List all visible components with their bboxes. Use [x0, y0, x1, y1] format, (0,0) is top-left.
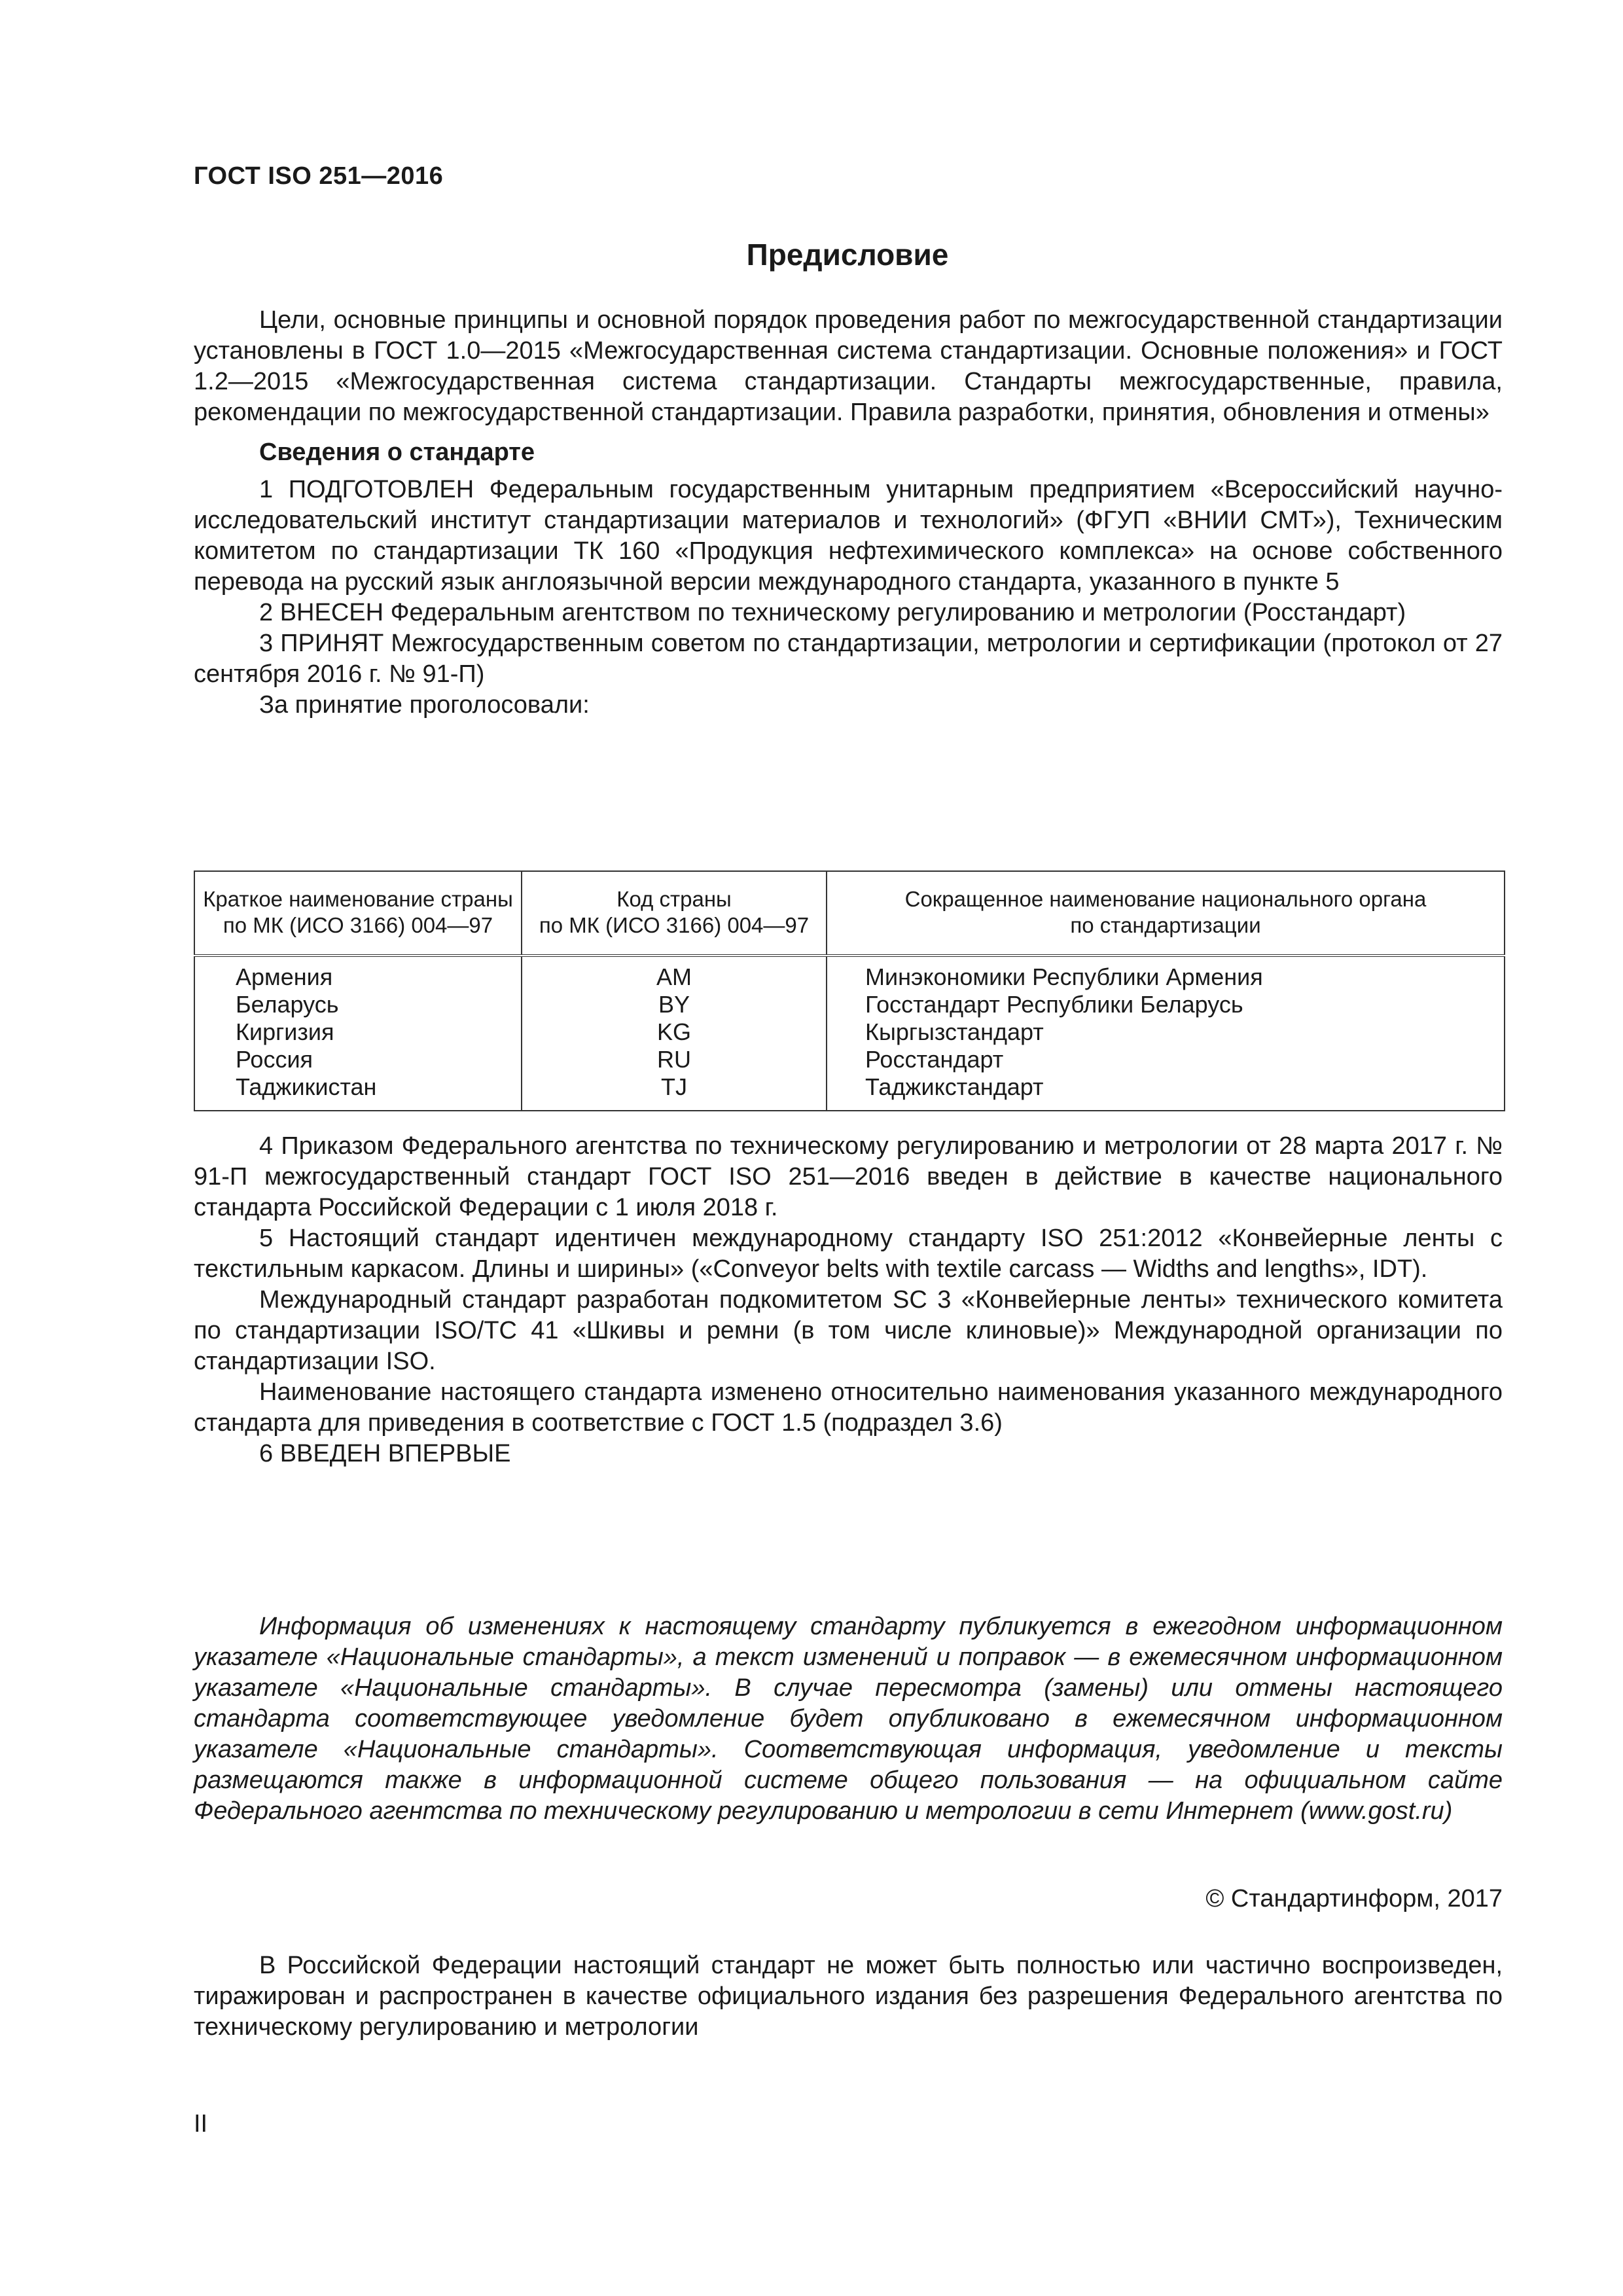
country-cell: Армения: [194, 956, 522, 991]
country-cell: Беларусь: [194, 991, 522, 1018]
intro-paragraph: Цели, основные принципы и основной порядок проведения работ по межгосударственной стандартизации установлены в ГОСТ 1.0—2015 «Межгосударственная система стандартизации. Основные положения» и ГОСТ 1.2—2015 «Межгосударственная система стандартизации. Стандарты межгосударственные, правила, рекомендации по межгосударственной стандартизации. Правила разработки, принятия, обновления и отмены»: [194, 306, 1503, 426]
item-2: 2 ВНЕСЕН Федеральным агентством по техническому регулированию и метрологии (Росстандарт): [259, 599, 1406, 626]
page-number: II: [194, 2110, 208, 2138]
foreword-body: [194, 305, 1503, 721]
item-6: 6 ВВЕДЕН ВПЕРВЫЕ: [259, 1440, 511, 1467]
body-cell: Таджикстандарт: [827, 1073, 1505, 1111]
code-cell: TJ: [522, 1073, 827, 1111]
code-cell: RU: [522, 1046, 827, 1073]
country-cell: Таджикистан: [194, 1073, 522, 1111]
info-heading: Сведения о стандарте: [259, 439, 535, 466]
amendments-notice: Информация об изменениях к настоящему стандарту публикуется в ежегодном информационном указателе «Национальные стандарты», а текст изменений и поправок — в ежемесячном информационном указателе «Национальные стандарты». В случае пересмотра (замены) или отмены настоящего стандарта соответствующее уведомление будет опубликовано в ежемесячном информационном указателе «Национальные стандарты». Соответствующая информация, уведомление и тексты размещаются также в информационной системе общего пользования — на официальном сайте Федерального агентства по техническому регулированию и метрологии в сети Интернет (www.gost.ru): [194, 1613, 1503, 1825]
body-cell: Кыргызстандарт: [827, 1018, 1505, 1046]
code-cell: BY: [522, 991, 827, 1018]
code-cell: AM: [522, 956, 827, 991]
legal-notice: В Российской Федерации настоящий стандарт не может быть полностью или частично воспроизведен, тиражирован и распространен в качестве официального издания без разрешения Федерального агентства по техническому регулированию и метрологии: [194, 1952, 1503, 2041]
table-row: [194, 956, 1505, 991]
table-row: [194, 1046, 1505, 1073]
body-cell: Росстандарт: [827, 1046, 1505, 1073]
item-1: 1 ПОДГОТОВЛЕН Федеральным государственным унитарным предприятием «Всероссийский научно-исследовательский институт стандартизации материалов и технологий» (ФГУП «ВНИИ СМТ»), Техническим комитетом по стандартизации ТК 160 «Продукция нефтехимического комплекса» на основе собственного перевода на русский язык англоязычной версии международного стандарта, указанного в пункте 5: [194, 476, 1503, 596]
item-3: 3 ПРИНЯТ Межгосударственным советом по стандартизации, метрологии и сертификации (протокол от 27 сентября 2016 г. № 91-П): [194, 630, 1503, 688]
header-country-name: Краткое наименование страны по МК (ИСО 3166) 004—97: [194, 871, 522, 956]
table-row: [194, 991, 1505, 1018]
country-cell: Россия: [194, 1046, 522, 1073]
item-5-title-note: Наименование настоящего стандарта изменено относительно наименования указанного международного стандарта для приведения в соответствие с ГОСТ 1.5 (подраздел 3.6): [194, 1378, 1503, 1437]
code-cell: KG: [522, 1018, 827, 1046]
vote-intro: За принятие проголосовали:: [259, 691, 590, 719]
copyright: © Стандартинформ, 2017: [1205, 1885, 1503, 1912]
item-5: 5 Настоящий стандарт идентичен международному стандарту ISO 251:2012 «Конвейерные ленты с текстильным каркасом. Длины и ширины» («Conveyor belts with textile carcass — Widths and lengths», IDT).: [194, 1225, 1503, 1283]
header-national-body: Сокращенное наименование национального органа по стандартизации: [827, 871, 1505, 956]
body-cell: Минэкономики Республики Армения: [827, 956, 1505, 991]
document-id: ГОСТ ISO 251—2016: [194, 162, 444, 190]
item-4: 4 Приказом Федерального агентства по техническому регулированию и метрологии от 28 марта 2017 г. № 91-П межгосударственный стандарт ГОСТ ISO 251—2016 введен в действие в качестве национального стандарта Российской Федерации с 1 июля 2018 г.: [194, 1132, 1503, 1221]
voting-table: [194, 870, 1505, 1111]
header-country-code: Код страны по МК (ИСО 3166) 004—97: [522, 871, 827, 956]
body-cell: Госстандарт Республики Беларусь: [827, 991, 1505, 1018]
item-5-origin: Международный стандарт разработан подкомитетом SC 3 «Конвейерные ленты» технического комитета по стандартизации ISO/TC 41 «Шкивы и ремни (в том числе клиновые)» Международной организации по стандартизации ISO.: [194, 1286, 1503, 1375]
country-cell: Киргизия: [194, 1018, 522, 1046]
table-row: [194, 1018, 1505, 1046]
table-row: [194, 1073, 1505, 1111]
page-title: Предисловие: [746, 238, 949, 272]
table-header-row: [194, 871, 1505, 956]
foreword-body-continued: [194, 1131, 1503, 1469]
